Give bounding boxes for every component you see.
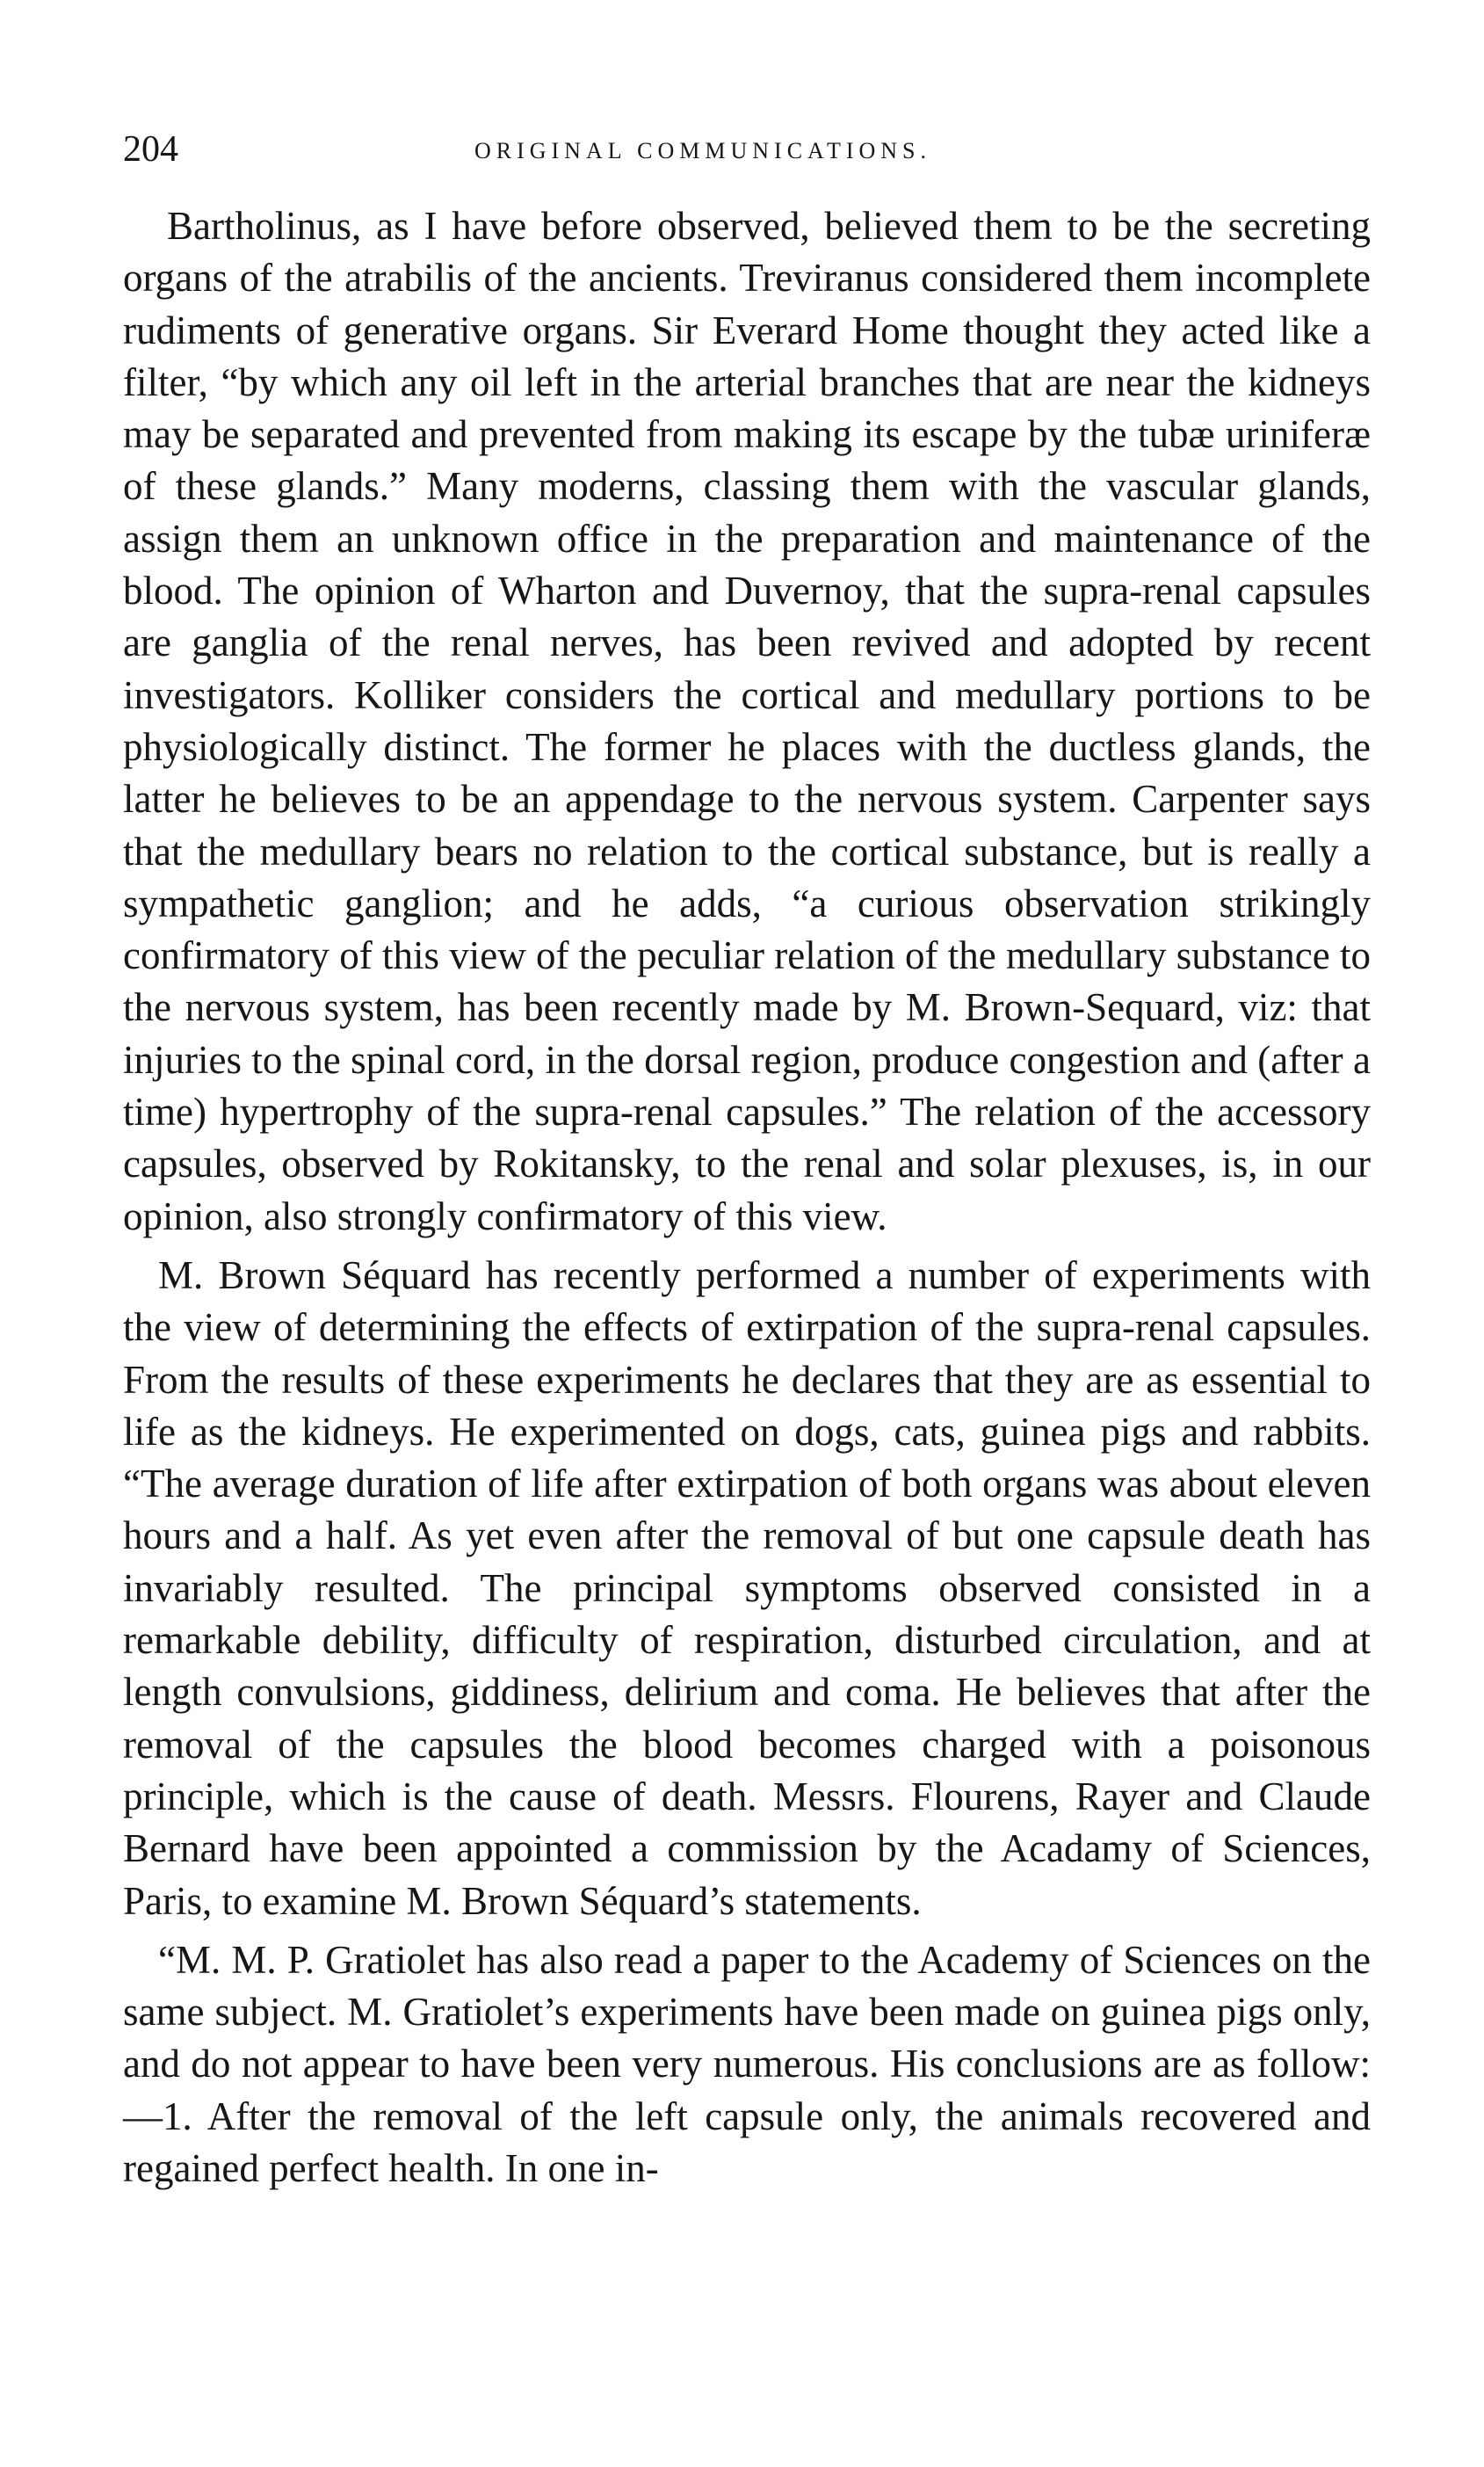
section-title: ORIGINAL COMMUNICATIONS. — [474, 138, 932, 163]
page-number: 204 — [123, 129, 178, 170]
running-head — [123, 123, 1371, 176]
body-text — [123, 200, 1371, 2195]
paragraph: “M. M. P. Gratiolet has also read a paper to the Academy of Sciences on the same subject. M. Gratiolet’s experiments have been made on guinea pigs only, and do not appear to have been very numerous. His conclusions are as follow:—1. After the removal of the left capsule only, the animals recovered and regained perfect health. In one in- — [123, 1937, 1371, 2190]
paragraph: Bartholinus, as I have before observed, believed them to be the secreting organs of the atrabilis of the ancients. Treviranus considered them incomplete rudiments of generative organs. Sir Everard Home thought they acted like a filter, “by which any oil left in the arterial branches that are near the kidneys may be separated and prevented from making its escape by the tubæ uriniferæ of these glands.” Many moderns, classing them with the vascular glands, assign them an unknown office in the preparation and maintenance of the blood. The opinion of Wharton and Duvernoy, that the supra-renal capsules are ganglia of the renal nerves, has been revived and adopted by recent investigators. Kolliker considers the cortical and medullary portions to be physiologically distinct. The former he places with the ductless glands, the latter he believes to be an appendage to the nervous system. Carpenter says that the medullary bears no relation to the cortical substance, but is really a sympathetic ganglion; and he adds, “a curious observation strikingly confirmatory of this view of the peculiar relation of the medullary substance to the nervous system, has been recently made by M. Brown-Sequard, viz: that injuries to the spinal cord, in the dorsal region, produce congestion and (after a time) hypertrophy of the supra-renal capsules.” The relation of the accessory capsules, observed by Rokitansky, to the renal and solar plexuses, is, in our opinion, also strongly confirmatory of this view. — [123, 204, 1371, 1238]
paragraph: M. Brown Séquard has recently performed a number of experiments with the view of determining the effects of extirpation of the supra-renal capsules. From the results of these experiments he declares that they are as essential to life as the kidneys. He experimented on dogs, cats, guinea pigs and rabbits. “The average duration of life after extirpation of both organs was about eleven hours and a half. As yet even after the removal of but one capsule death has invariably resulted. The principal symptoms observed consisted in a remarkable debility, difficulty of respiration, disturbed circulation, and at length convulsions, giddiness, delirium and coma. He believes that after the removal of the capsules the blood becomes charged with a poisonous principle, which is the cause of death. Messrs. Flourens, Rayer and Claude Bernard have been appointed a commission by the Acadamy of Sciences, Paris, to examine M. Brown Séquard’s statements. — [123, 1252, 1371, 1923]
